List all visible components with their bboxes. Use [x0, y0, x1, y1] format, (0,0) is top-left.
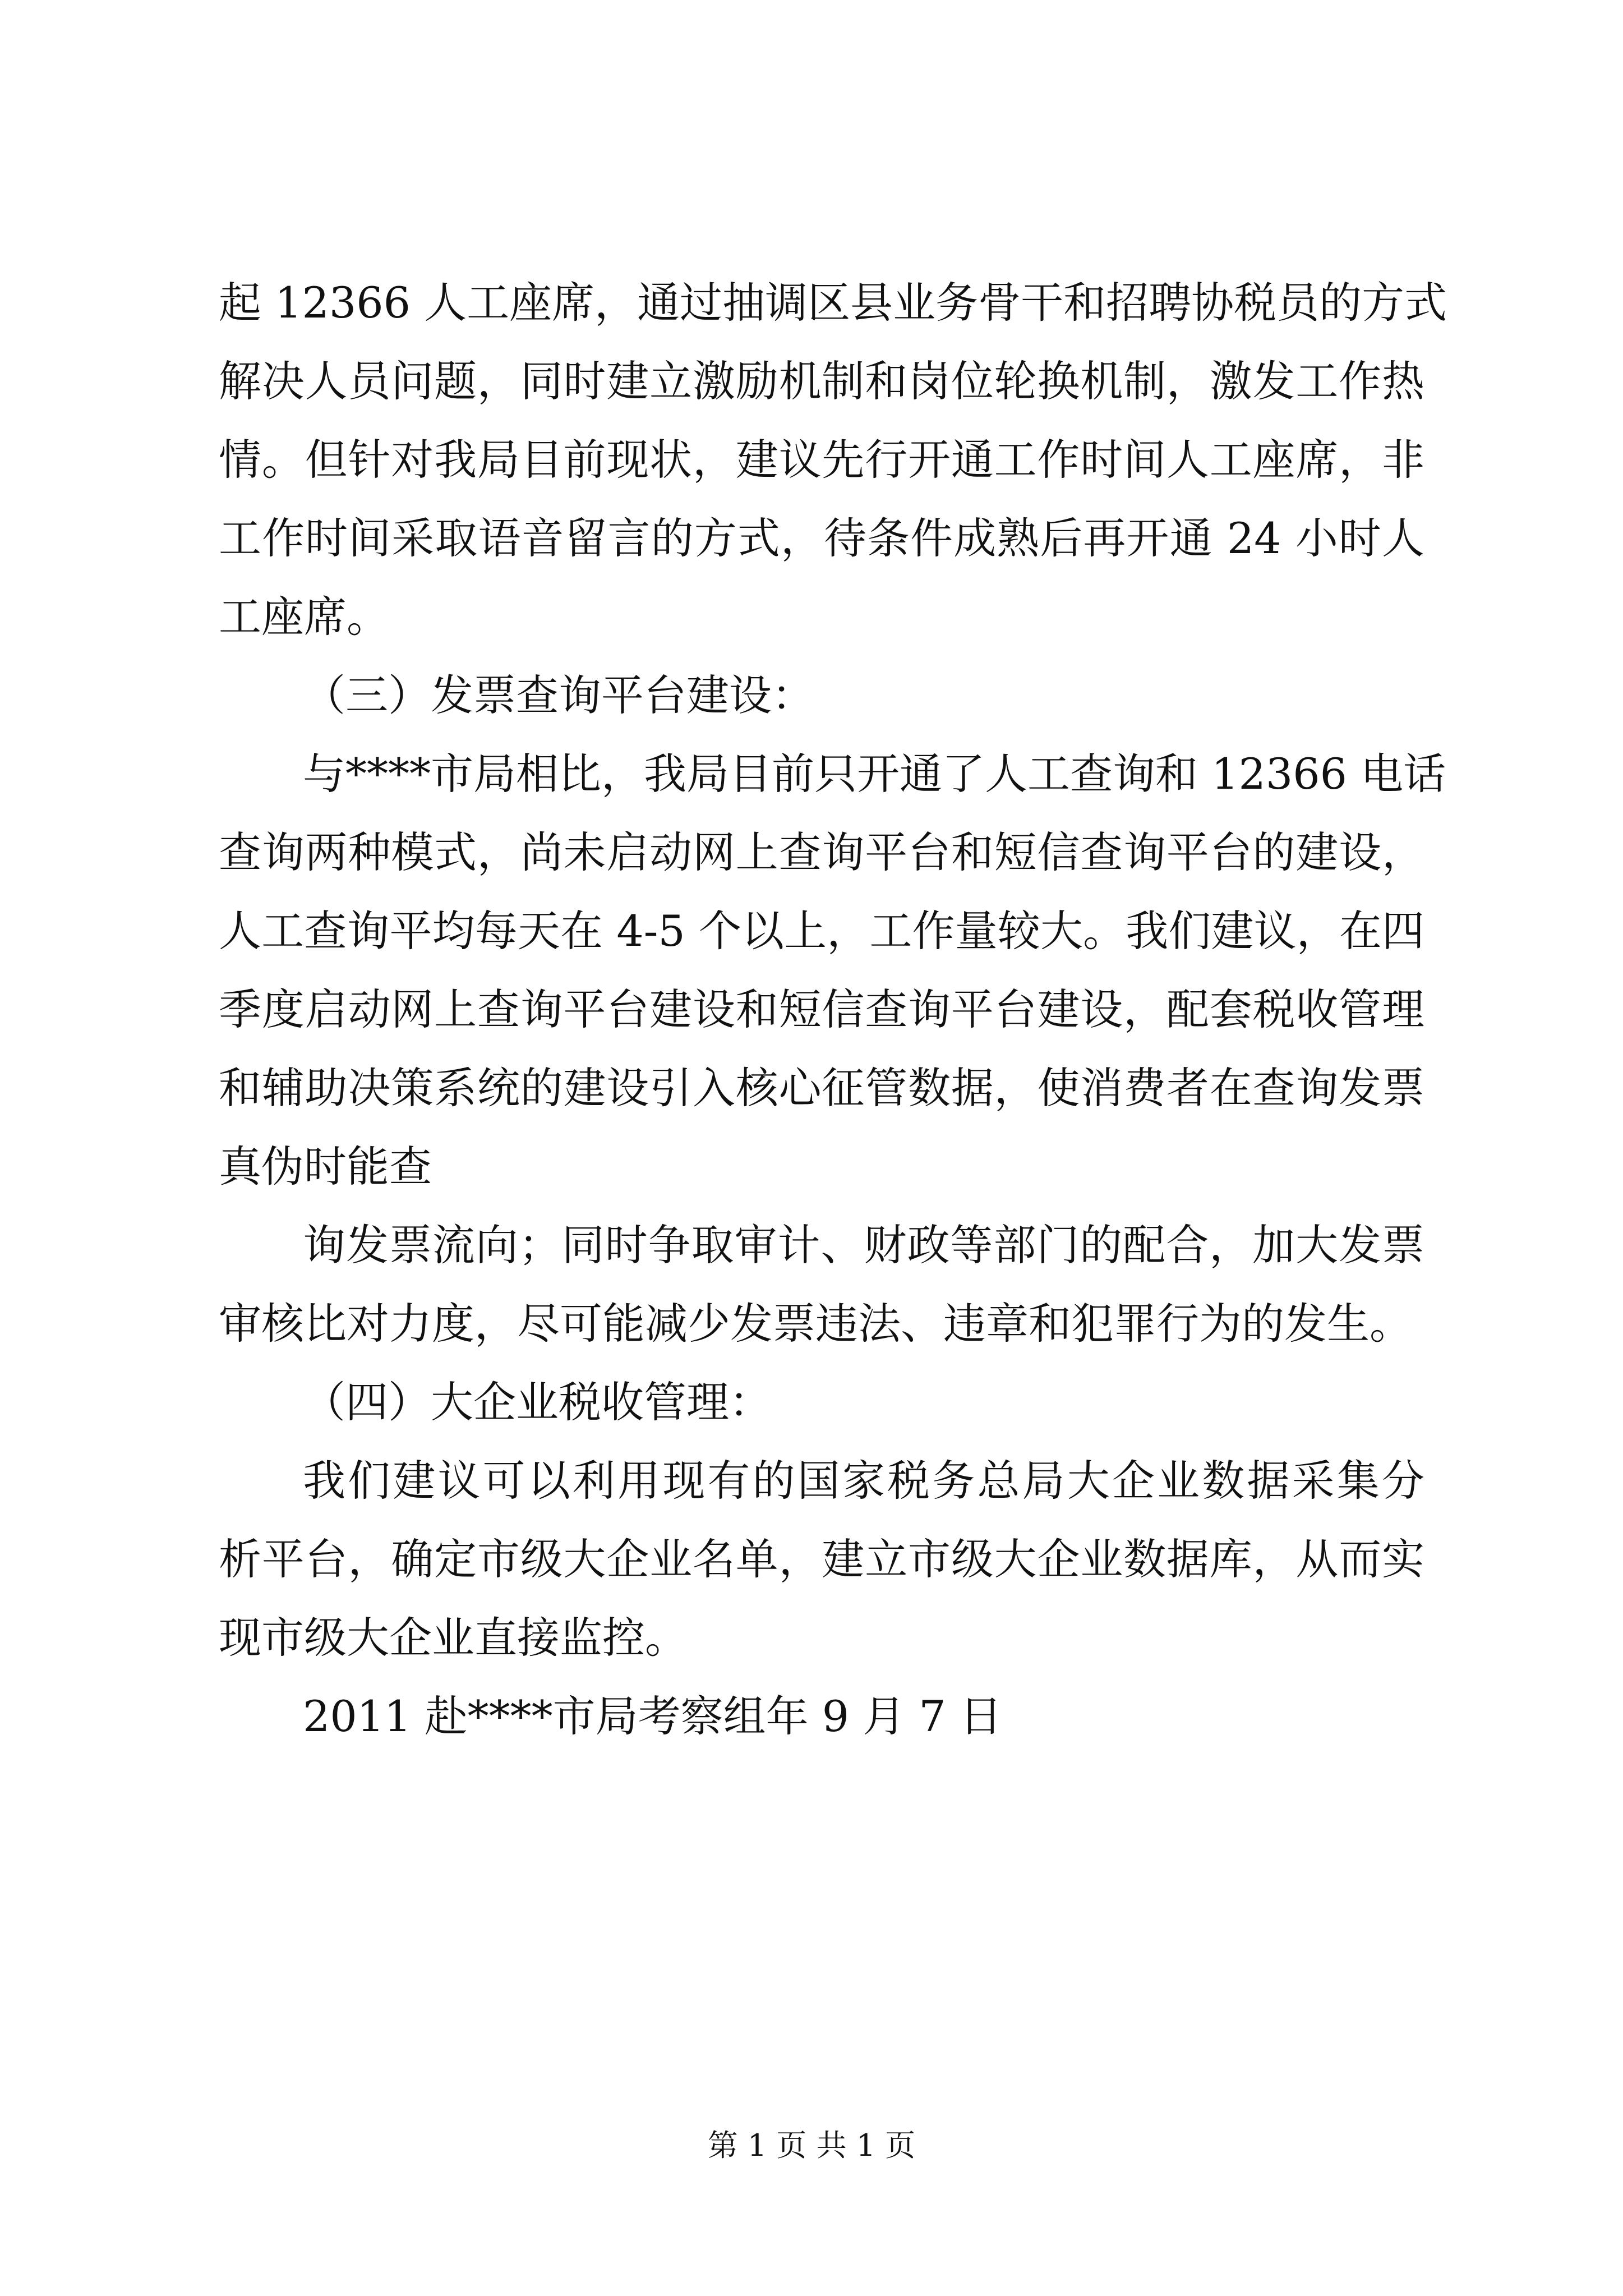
text-line: 人工查询平均每天在 4-5 个以上，工作量较大。我们建议，在四	[219, 906, 1424, 956]
paragraph-invoice-query	[219, 735, 1446, 1206]
text-line: 析平台，确定市级大企业名单，建立市级大企业数据库，从而实	[219, 1534, 1424, 1584]
text-line: 起 12366 人工座席，通过抽调区县业务骨干和招聘协税员的方式	[219, 278, 1447, 328]
section-heading-large-enterprise: （四）大企业税收管理：	[303, 1377, 772, 1427]
paragraph-large-enterprise	[219, 1442, 1424, 1677]
text-line: 与****市局相比，我局目前只开通了人工查询和 12366 电话	[303, 749, 1446, 799]
text-line: 真伪时能查	[219, 1142, 432, 1191]
text-line: 工座席。	[219, 592, 389, 642]
text-line: 解决人员问题，同时建立激励机制和岗位轮换机制，激发工作热	[219, 356, 1424, 406]
paragraph-invoice-flow	[219, 1206, 1424, 1363]
paragraph-agent-seats	[219, 264, 1447, 656]
text-line: 工作时间采取语音留言的方式，待条件成熟后再开通 24 小时人	[219, 513, 1424, 563]
page-footer: 第 1 页 共 1 页	[707, 2128, 916, 2163]
signature-date-line: 2011 赴****市局考察组年 9 月 7 日	[303, 1691, 1002, 1741]
section-heading-invoice-query: （三）发票查询平台建设：	[303, 670, 814, 720]
text-line: 季度启动网上查询平台建设和短信查询平台建设，配套税收管理	[219, 984, 1424, 1034]
text-line: 审核比对力度，尽可能减少发票违法、违章和犯罪行为的发生。	[219, 1299, 1412, 1349]
text-line: 现市级大企业直接监控。	[219, 1613, 688, 1663]
text-line: 询发票流向；同时争取审计、财政等部门的配合，加大发票	[303, 1220, 1424, 1270]
text-line: 我们建议可以利用现有的国家税务总局大企业数据采集分	[303, 1456, 1424, 1506]
document-body	[219, 264, 1447, 1756]
text-line: 和辅助决策系统的建设引入核心征管数据，使消费者在查询发票	[219, 1063, 1424, 1113]
text-line: 查询两种模式，尚未启动网上查询平台和短信查询平台的建设，	[219, 827, 1424, 877]
text-line: 情。但针对我局目前现状，建议先行开通工作时间人工座席，非	[219, 435, 1424, 485]
